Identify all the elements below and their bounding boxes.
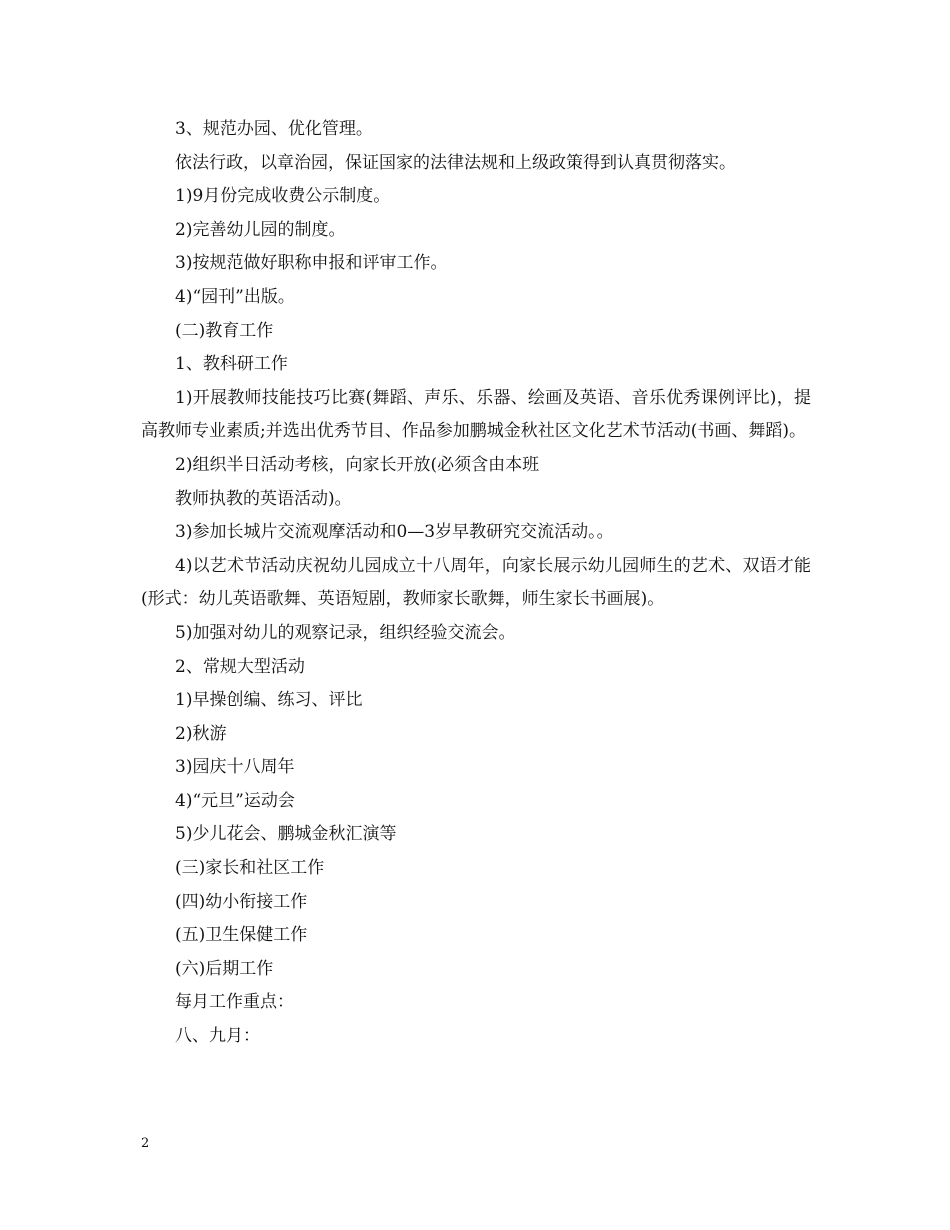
paragraph-22: (四)幼小衔接工作 — [175, 891, 308, 912]
paragraph-19: 4)“元旦”运动会 — [175, 790, 295, 811]
paragraph-2: 依法行政，以章治园，保证国家的法律法规和上级政策得到认真贯彻落实。 — [175, 152, 736, 173]
paragraph-20: 5)少儿花会、鹏城金秋汇演等 — [175, 824, 397, 845]
paragraph-23: (五)卫生保健工作 — [175, 925, 308, 946]
paragraph-18: 3)园庆十八周年 — [175, 757, 295, 778]
paragraph-1: 3、规范办园、优化管理。 — [175, 119, 373, 139]
paragraph-26: 八、九月： — [175, 1026, 260, 1047]
paragraph-9: 1)开展教师技能技巧比赛(舞蹈、声乐、乐器、绘画及英语、音乐优秀课例评比)，提高教师专业素质;并选出优秀节目、作品参加鹏城金秋社区文化艺术节活动(书画、舞蹈)。 — [141, 387, 811, 442]
paragraph-12: 3)参加长城片交流观摩活动和0—3岁早教研究交流活动。。 — [175, 522, 614, 543]
paragraph-21: (三)家长和社区工作 — [175, 858, 325, 879]
paragraph-15: 2、常规大型活动 — [175, 656, 305, 677]
paragraph-4: 2)完善幼儿园的制度。 — [175, 219, 346, 240]
paragraph-10: 2)组织半日活动考核，向家长开放(必须含由本班 — [175, 454, 540, 475]
document-body — [141, 113, 811, 1054]
paragraph-3: 1)9月份完成收费公示制度。 — [175, 186, 391, 207]
page-number: 2 — [141, 1136, 150, 1151]
paragraph-11: 教师执教的英语活动)。 — [175, 488, 352, 509]
paragraph-5: 3)按规范做好职称申报和评审工作。 — [175, 253, 448, 274]
paragraph-6: 4)“园刊”出版。 — [175, 286, 295, 307]
paragraph-17: 2)秋游 — [175, 723, 227, 744]
paragraph-25: 每月工作重点： — [175, 992, 294, 1013]
paragraph-24: (六)后期工作 — [175, 958, 274, 979]
paragraph-14: 5)加强对幼儿的观察记录，组织经验交流会。 — [175, 622, 516, 643]
paragraph-8: 1、教科研工作 — [175, 354, 288, 375]
paragraph-13: 4)以艺术节活动庆祝幼儿园成立十八周年，向家长展示幼儿园师生的艺术、双语才能(形式：幼儿英语歌舞、英语短剧，教师家长歌舞，师生家长书画展)。 — [141, 555, 811, 610]
paragraph-16: 1)早操创编、练习、评比 — [175, 690, 363, 711]
paragraph-7: (二)教育工作 — [175, 320, 274, 341]
